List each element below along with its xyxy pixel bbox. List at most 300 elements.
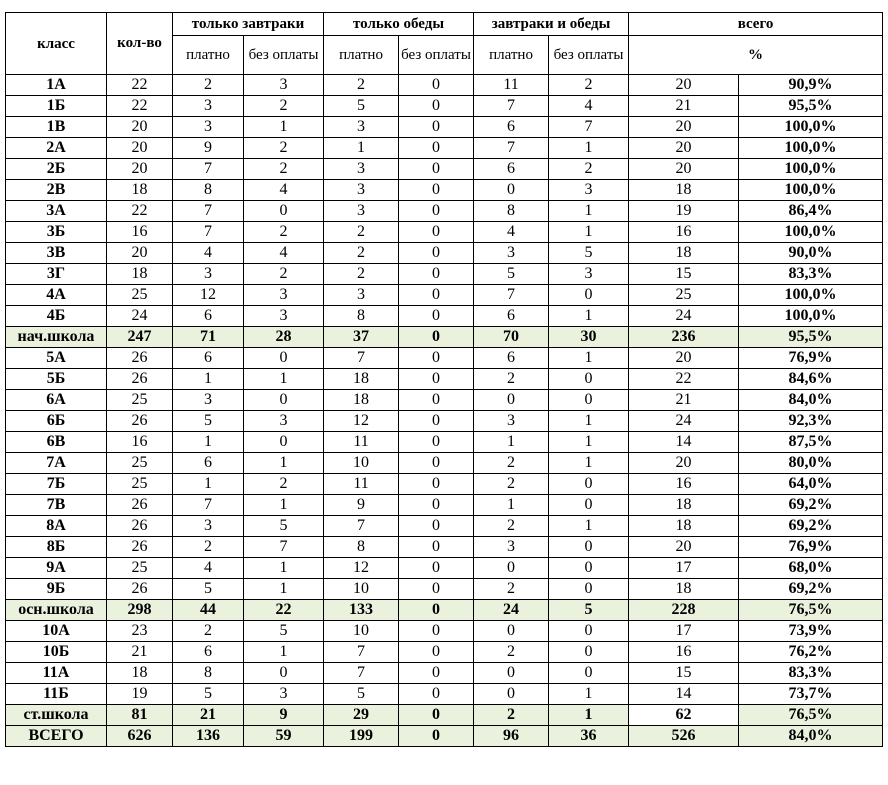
cell-class: осн.школа bbox=[6, 600, 107, 621]
cell-lunch-paid: 2 bbox=[324, 75, 399, 96]
cell-both-paid: 0 bbox=[474, 390, 549, 411]
cell-percent: 64,0% bbox=[739, 474, 883, 495]
cell-percent: 73,7% bbox=[739, 684, 883, 705]
cell-both-paid: 7 bbox=[474, 138, 549, 159]
cell-total: 20 bbox=[629, 75, 739, 96]
table-row bbox=[6, 159, 883, 180]
cell-lunch-paid: 3 bbox=[324, 117, 399, 138]
table-row bbox=[6, 411, 883, 432]
header-both: завтраки и обеды bbox=[474, 13, 629, 36]
cell-percent: 76,5% bbox=[739, 705, 883, 726]
cell-breakfast-free: 0 bbox=[244, 432, 324, 453]
cell-both-paid: 0 bbox=[474, 621, 549, 642]
cell-both-free: 0 bbox=[549, 390, 629, 411]
table-row bbox=[6, 537, 883, 558]
cell-count: 25 bbox=[107, 390, 173, 411]
cell-total: 24 bbox=[629, 306, 739, 327]
cell-lunch-free: 0 bbox=[399, 117, 474, 138]
cell-class: 6А bbox=[6, 390, 107, 411]
table-row bbox=[6, 180, 883, 201]
cell-breakfast-paid: 6 bbox=[173, 306, 244, 327]
cell-percent: 86,4% bbox=[739, 201, 883, 222]
cell-both-paid: 0 bbox=[474, 180, 549, 201]
cell-percent: 100,0% bbox=[739, 180, 883, 201]
cell-both-free: 1 bbox=[549, 306, 629, 327]
cell-both-paid: 5 bbox=[474, 264, 549, 285]
cell-breakfast-free: 1 bbox=[244, 369, 324, 390]
cell-lunch-paid: 3 bbox=[324, 180, 399, 201]
cell-breakfast-paid: 3 bbox=[173, 117, 244, 138]
cell-class: 7Б bbox=[6, 474, 107, 495]
cell-both-paid: 8 bbox=[474, 201, 549, 222]
cell-lunch-free: 0 bbox=[399, 159, 474, 180]
cell-lunch-free: 0 bbox=[399, 474, 474, 495]
cell-total: 16 bbox=[629, 474, 739, 495]
cell-percent: 84,6% bbox=[739, 369, 883, 390]
cell-total: 15 bbox=[629, 663, 739, 684]
cell-lunch-free: 0 bbox=[399, 390, 474, 411]
cell-percent: 76,9% bbox=[739, 348, 883, 369]
table-row bbox=[6, 348, 883, 369]
cell-total: 228 bbox=[629, 600, 739, 621]
cell-breakfast-free: 2 bbox=[244, 474, 324, 495]
cell-percent: 69,2% bbox=[739, 516, 883, 537]
cell-total: 16 bbox=[629, 642, 739, 663]
cell-percent: 80,0% bbox=[739, 453, 883, 474]
cell-breakfast-free: 0 bbox=[244, 390, 324, 411]
cell-lunch-free: 0 bbox=[399, 75, 474, 96]
cell-percent: 100,0% bbox=[739, 285, 883, 306]
cell-count: 22 bbox=[107, 201, 173, 222]
cell-class: 4Б bbox=[6, 306, 107, 327]
cell-both-free: 7 bbox=[549, 117, 629, 138]
cell-lunch-free: 0 bbox=[399, 642, 474, 663]
cell-count: 22 bbox=[107, 96, 173, 117]
cell-both-free: 1 bbox=[549, 201, 629, 222]
cell-breakfast-paid: 44 bbox=[173, 600, 244, 621]
cell-class: 3Б bbox=[6, 222, 107, 243]
cell-breakfast-paid: 2 bbox=[173, 621, 244, 642]
cell-percent: 84,0% bbox=[739, 726, 883, 747]
table-row bbox=[6, 96, 883, 117]
cell-both-paid: 2 bbox=[474, 474, 549, 495]
cell-both-free: 36 bbox=[549, 726, 629, 747]
cell-class: нач.школа bbox=[6, 327, 107, 348]
cell-lunch-paid: 2 bbox=[324, 243, 399, 264]
cell-breakfast-free: 0 bbox=[244, 348, 324, 369]
cell-total: 18 bbox=[629, 579, 739, 600]
cell-both-free: 0 bbox=[549, 495, 629, 516]
cell-class: 10А bbox=[6, 621, 107, 642]
header-count: кол-во bbox=[107, 13, 173, 75]
cell-both-free: 3 bbox=[549, 180, 629, 201]
cell-lunch-paid: 7 bbox=[324, 642, 399, 663]
cell-lunch-free: 0 bbox=[399, 684, 474, 705]
cell-total: 20 bbox=[629, 537, 739, 558]
cell-lunch-free: 0 bbox=[399, 726, 474, 747]
cell-lunch-free: 0 bbox=[399, 411, 474, 432]
cell-both-free: 5 bbox=[549, 243, 629, 264]
cell-count: 19 bbox=[107, 684, 173, 705]
cell-both-free: 0 bbox=[549, 663, 629, 684]
cell-total: 14 bbox=[629, 684, 739, 705]
cell-lunch-paid: 3 bbox=[324, 159, 399, 180]
cell-lunch-paid: 18 bbox=[324, 369, 399, 390]
cell-percent: 100,0% bbox=[739, 222, 883, 243]
cell-lunch-free: 0 bbox=[399, 663, 474, 684]
cell-breakfast-free: 2 bbox=[244, 138, 324, 159]
cell-lunch-free: 0 bbox=[399, 432, 474, 453]
cell-breakfast-paid: 12 bbox=[173, 285, 244, 306]
cell-breakfast-free: 3 bbox=[244, 75, 324, 96]
cell-both-paid: 7 bbox=[474, 285, 549, 306]
cell-breakfast-paid: 3 bbox=[173, 390, 244, 411]
cell-breakfast-paid: 2 bbox=[173, 537, 244, 558]
cell-breakfast-paid: 3 bbox=[173, 516, 244, 537]
cell-breakfast-free: 1 bbox=[244, 453, 324, 474]
cell-class: 2А bbox=[6, 138, 107, 159]
cell-percent: 100,0% bbox=[739, 306, 883, 327]
cell-breakfast-free: 1 bbox=[244, 642, 324, 663]
cell-percent: 92,3% bbox=[739, 411, 883, 432]
header-lunch-free: без оплаты bbox=[399, 36, 474, 75]
table-row bbox=[6, 138, 883, 159]
cell-count: 18 bbox=[107, 264, 173, 285]
table-row bbox=[6, 432, 883, 453]
cell-percent: 95,5% bbox=[739, 327, 883, 348]
cell-both-free: 1 bbox=[549, 138, 629, 159]
cell-lunch-free: 0 bbox=[399, 369, 474, 390]
cell-lunch-paid: 8 bbox=[324, 306, 399, 327]
cell-lunch-paid: 2 bbox=[324, 222, 399, 243]
cell-breakfast-paid: 21 bbox=[173, 705, 244, 726]
cell-percent: 84,0% bbox=[739, 390, 883, 411]
cell-percent: 83,3% bbox=[739, 264, 883, 285]
cell-breakfast-paid: 3 bbox=[173, 96, 244, 117]
cell-both-paid: 4 bbox=[474, 222, 549, 243]
cell-lunch-free: 0 bbox=[399, 180, 474, 201]
cell-breakfast-paid: 8 bbox=[173, 180, 244, 201]
cell-percent: 100,0% bbox=[739, 117, 883, 138]
table-row bbox=[6, 222, 883, 243]
cell-both-paid: 0 bbox=[474, 663, 549, 684]
cell-both-paid: 0 bbox=[474, 558, 549, 579]
cell-percent: 100,0% bbox=[739, 138, 883, 159]
table-row bbox=[6, 474, 883, 495]
cell-lunch-paid: 7 bbox=[324, 516, 399, 537]
cell-lunch-paid: 29 bbox=[324, 705, 399, 726]
table-row bbox=[6, 390, 883, 411]
cell-count: 26 bbox=[107, 537, 173, 558]
table-row bbox=[6, 579, 883, 600]
cell-class: 3Г bbox=[6, 264, 107, 285]
cell-both-free: 30 bbox=[549, 327, 629, 348]
cell-total: 20 bbox=[629, 138, 739, 159]
cell-total: 17 bbox=[629, 558, 739, 579]
cell-class: 8А bbox=[6, 516, 107, 537]
cell-breakfast-free: 3 bbox=[244, 411, 324, 432]
cell-lunch-free: 0 bbox=[399, 495, 474, 516]
table-body bbox=[6, 75, 883, 747]
cell-total: 62 bbox=[629, 705, 739, 726]
cell-lunch-paid: 8 bbox=[324, 537, 399, 558]
cell-both-free: 3 bbox=[549, 264, 629, 285]
cell-class: ВСЕГО bbox=[6, 726, 107, 747]
summary-row bbox=[6, 327, 883, 348]
cell-count: 626 bbox=[107, 726, 173, 747]
cell-both-paid: 0 bbox=[474, 684, 549, 705]
cell-breakfast-paid: 9 bbox=[173, 138, 244, 159]
cell-breakfast-free: 59 bbox=[244, 726, 324, 747]
cell-count: 22 bbox=[107, 75, 173, 96]
cell-percent: 69,2% bbox=[739, 495, 883, 516]
cell-count: 298 bbox=[107, 600, 173, 621]
cell-breakfast-free: 4 bbox=[244, 243, 324, 264]
cell-total: 19 bbox=[629, 201, 739, 222]
cell-breakfast-free: 1 bbox=[244, 495, 324, 516]
cell-breakfast-paid: 7 bbox=[173, 222, 244, 243]
cell-count: 20 bbox=[107, 117, 173, 138]
cell-class: 3В bbox=[6, 243, 107, 264]
cell-count: 20 bbox=[107, 138, 173, 159]
cell-both-free: 2 bbox=[549, 159, 629, 180]
cell-both-paid: 6 bbox=[474, 306, 549, 327]
cell-lunch-paid: 37 bbox=[324, 327, 399, 348]
cell-count: 18 bbox=[107, 663, 173, 684]
cell-breakfast-free: 22 bbox=[244, 600, 324, 621]
cell-percent: 95,5% bbox=[739, 96, 883, 117]
cell-count: 26 bbox=[107, 369, 173, 390]
cell-lunch-free: 0 bbox=[399, 201, 474, 222]
cell-class: ст.школа bbox=[6, 705, 107, 726]
summary-row bbox=[6, 705, 883, 726]
cell-lunch-paid: 7 bbox=[324, 348, 399, 369]
cell-percent: 68,0% bbox=[739, 558, 883, 579]
cell-count: 26 bbox=[107, 348, 173, 369]
cell-count: 81 bbox=[107, 705, 173, 726]
cell-breakfast-free: 2 bbox=[244, 264, 324, 285]
cell-count: 26 bbox=[107, 516, 173, 537]
cell-lunch-paid: 2 bbox=[324, 264, 399, 285]
cell-breakfast-paid: 71 bbox=[173, 327, 244, 348]
table-row bbox=[6, 75, 883, 96]
cell-lunch-paid: 10 bbox=[324, 621, 399, 642]
cell-class: 8Б bbox=[6, 537, 107, 558]
summary-row bbox=[6, 600, 883, 621]
header-both-paid: платно bbox=[474, 36, 549, 75]
cell-breakfast-paid: 5 bbox=[173, 579, 244, 600]
cell-breakfast-free: 2 bbox=[244, 96, 324, 117]
cell-both-free: 1 bbox=[549, 432, 629, 453]
cell-total: 20 bbox=[629, 348, 739, 369]
cell-percent: 90,0% bbox=[739, 243, 883, 264]
cell-breakfast-free: 2 bbox=[244, 159, 324, 180]
cell-total: 16 bbox=[629, 222, 739, 243]
cell-both-free: 1 bbox=[549, 348, 629, 369]
cell-count: 26 bbox=[107, 495, 173, 516]
cell-breakfast-free: 9 bbox=[244, 705, 324, 726]
cell-count: 16 bbox=[107, 432, 173, 453]
cell-count: 247 bbox=[107, 327, 173, 348]
cell-both-free: 0 bbox=[549, 285, 629, 306]
cell-both-free: 0 bbox=[549, 558, 629, 579]
cell-total: 21 bbox=[629, 390, 739, 411]
cell-percent: 100,0% bbox=[739, 159, 883, 180]
cell-total: 24 bbox=[629, 411, 739, 432]
cell-lunch-free: 0 bbox=[399, 600, 474, 621]
cell-both-paid: 3 bbox=[474, 411, 549, 432]
cell-both-free: 0 bbox=[549, 621, 629, 642]
cell-breakfast-paid: 5 bbox=[173, 684, 244, 705]
cell-count: 20 bbox=[107, 159, 173, 180]
cell-count: 25 bbox=[107, 474, 173, 495]
cell-class: 6Б bbox=[6, 411, 107, 432]
header-class: класс bbox=[6, 13, 107, 75]
cell-class: 11А bbox=[6, 663, 107, 684]
header-breakfast-free: без оплаты bbox=[244, 36, 324, 75]
cell-percent: 69,2% bbox=[739, 579, 883, 600]
table-row bbox=[6, 264, 883, 285]
cell-breakfast-paid: 1 bbox=[173, 474, 244, 495]
header-breakfast-paid: платно bbox=[173, 36, 244, 75]
table-row bbox=[6, 642, 883, 663]
cell-percent: 76,5% bbox=[739, 600, 883, 621]
table-row bbox=[6, 621, 883, 642]
cell-breakfast-paid: 6 bbox=[173, 642, 244, 663]
cell-lunch-free: 0 bbox=[399, 138, 474, 159]
cell-count: 18 bbox=[107, 180, 173, 201]
cell-both-paid: 11 bbox=[474, 75, 549, 96]
cell-both-free: 1 bbox=[549, 411, 629, 432]
cell-total: 21 bbox=[629, 96, 739, 117]
cell-count: 24 bbox=[107, 306, 173, 327]
total-row bbox=[6, 726, 883, 747]
cell-lunch-paid: 5 bbox=[324, 684, 399, 705]
cell-breakfast-paid: 1 bbox=[173, 432, 244, 453]
cell-breakfast-free: 5 bbox=[244, 516, 324, 537]
cell-total: 18 bbox=[629, 243, 739, 264]
cell-lunch-paid: 10 bbox=[324, 579, 399, 600]
cell-both-paid: 2 bbox=[474, 453, 549, 474]
cell-class: 1Б bbox=[6, 96, 107, 117]
cell-percent: 76,2% bbox=[739, 642, 883, 663]
cell-lunch-free: 0 bbox=[399, 285, 474, 306]
header-lunch-only: только обеды bbox=[324, 13, 474, 36]
cell-lunch-free: 0 bbox=[399, 558, 474, 579]
cell-breakfast-paid: 7 bbox=[173, 201, 244, 222]
cell-lunch-paid: 18 bbox=[324, 390, 399, 411]
cell-class: 9А bbox=[6, 558, 107, 579]
table-row bbox=[6, 558, 883, 579]
cell-count: 20 bbox=[107, 243, 173, 264]
cell-breakfast-free: 1 bbox=[244, 117, 324, 138]
cell-both-free: 1 bbox=[549, 705, 629, 726]
cell-count: 25 bbox=[107, 453, 173, 474]
cell-class: 11Б bbox=[6, 684, 107, 705]
cell-total: 20 bbox=[629, 159, 739, 180]
cell-both-free: 4 bbox=[549, 96, 629, 117]
cell-lunch-free: 0 bbox=[399, 537, 474, 558]
cell-breakfast-free: 1 bbox=[244, 558, 324, 579]
cell-lunch-paid: 12 bbox=[324, 411, 399, 432]
header-percent: % bbox=[629, 36, 883, 75]
cell-breakfast-paid: 4 bbox=[173, 243, 244, 264]
cell-breakfast-free: 3 bbox=[244, 285, 324, 306]
cell-lunch-paid: 7 bbox=[324, 663, 399, 684]
cell-breakfast-free: 4 bbox=[244, 180, 324, 201]
cell-breakfast-paid: 5 bbox=[173, 411, 244, 432]
cell-lunch-free: 0 bbox=[399, 306, 474, 327]
cell-class: 2В bbox=[6, 180, 107, 201]
cell-both-paid: 2 bbox=[474, 705, 549, 726]
cell-lunch-free: 0 bbox=[399, 516, 474, 537]
cell-lunch-free: 0 bbox=[399, 243, 474, 264]
cell-breakfast-free: 0 bbox=[244, 663, 324, 684]
cell-total: 526 bbox=[629, 726, 739, 747]
cell-both-paid: 6 bbox=[474, 348, 549, 369]
cell-class: 7В bbox=[6, 495, 107, 516]
cell-count: 26 bbox=[107, 579, 173, 600]
cell-lunch-free: 0 bbox=[399, 705, 474, 726]
table-row bbox=[6, 285, 883, 306]
table-row bbox=[6, 306, 883, 327]
cell-breakfast-paid: 6 bbox=[173, 453, 244, 474]
cell-class: 6В bbox=[6, 432, 107, 453]
table-row bbox=[6, 453, 883, 474]
cell-class: 1В bbox=[6, 117, 107, 138]
header-both-free: без оплаты bbox=[549, 36, 629, 75]
cell-count: 26 bbox=[107, 411, 173, 432]
table-row bbox=[6, 117, 883, 138]
cell-both-paid: 1 bbox=[474, 432, 549, 453]
cell-lunch-paid: 199 bbox=[324, 726, 399, 747]
cell-total: 20 bbox=[629, 117, 739, 138]
table-row bbox=[6, 243, 883, 264]
table-row bbox=[6, 516, 883, 537]
cell-lunch-free: 0 bbox=[399, 453, 474, 474]
cell-breakfast-paid: 7 bbox=[173, 495, 244, 516]
cell-both-paid: 2 bbox=[474, 579, 549, 600]
cell-lunch-paid: 5 bbox=[324, 96, 399, 117]
cell-both-paid: 2 bbox=[474, 642, 549, 663]
cell-count: 21 bbox=[107, 642, 173, 663]
cell-total: 15 bbox=[629, 264, 739, 285]
cell-both-paid: 6 bbox=[474, 159, 549, 180]
cell-total: 18 bbox=[629, 516, 739, 537]
table-row bbox=[6, 684, 883, 705]
cell-breakfast-free: 2 bbox=[244, 222, 324, 243]
cell-both-paid: 7 bbox=[474, 96, 549, 117]
cell-class: 5Б bbox=[6, 369, 107, 390]
table-row bbox=[6, 495, 883, 516]
cell-lunch-free: 0 bbox=[399, 327, 474, 348]
cell-lunch-free: 0 bbox=[399, 348, 474, 369]
cell-total: 18 bbox=[629, 180, 739, 201]
header-total: всего bbox=[629, 13, 883, 36]
cell-class: 7А bbox=[6, 453, 107, 474]
cell-class: 4А bbox=[6, 285, 107, 306]
cell-lunch-free: 0 bbox=[399, 222, 474, 243]
cell-breakfast-paid: 4 bbox=[173, 558, 244, 579]
cell-count: 25 bbox=[107, 558, 173, 579]
cell-lunch-paid: 3 bbox=[324, 285, 399, 306]
cell-both-free: 5 bbox=[549, 600, 629, 621]
cell-both-free: 1 bbox=[549, 516, 629, 537]
cell-lunch-free: 0 bbox=[399, 579, 474, 600]
cell-lunch-paid: 11 bbox=[324, 432, 399, 453]
cell-total: 25 bbox=[629, 285, 739, 306]
cell-lunch-paid: 12 bbox=[324, 558, 399, 579]
